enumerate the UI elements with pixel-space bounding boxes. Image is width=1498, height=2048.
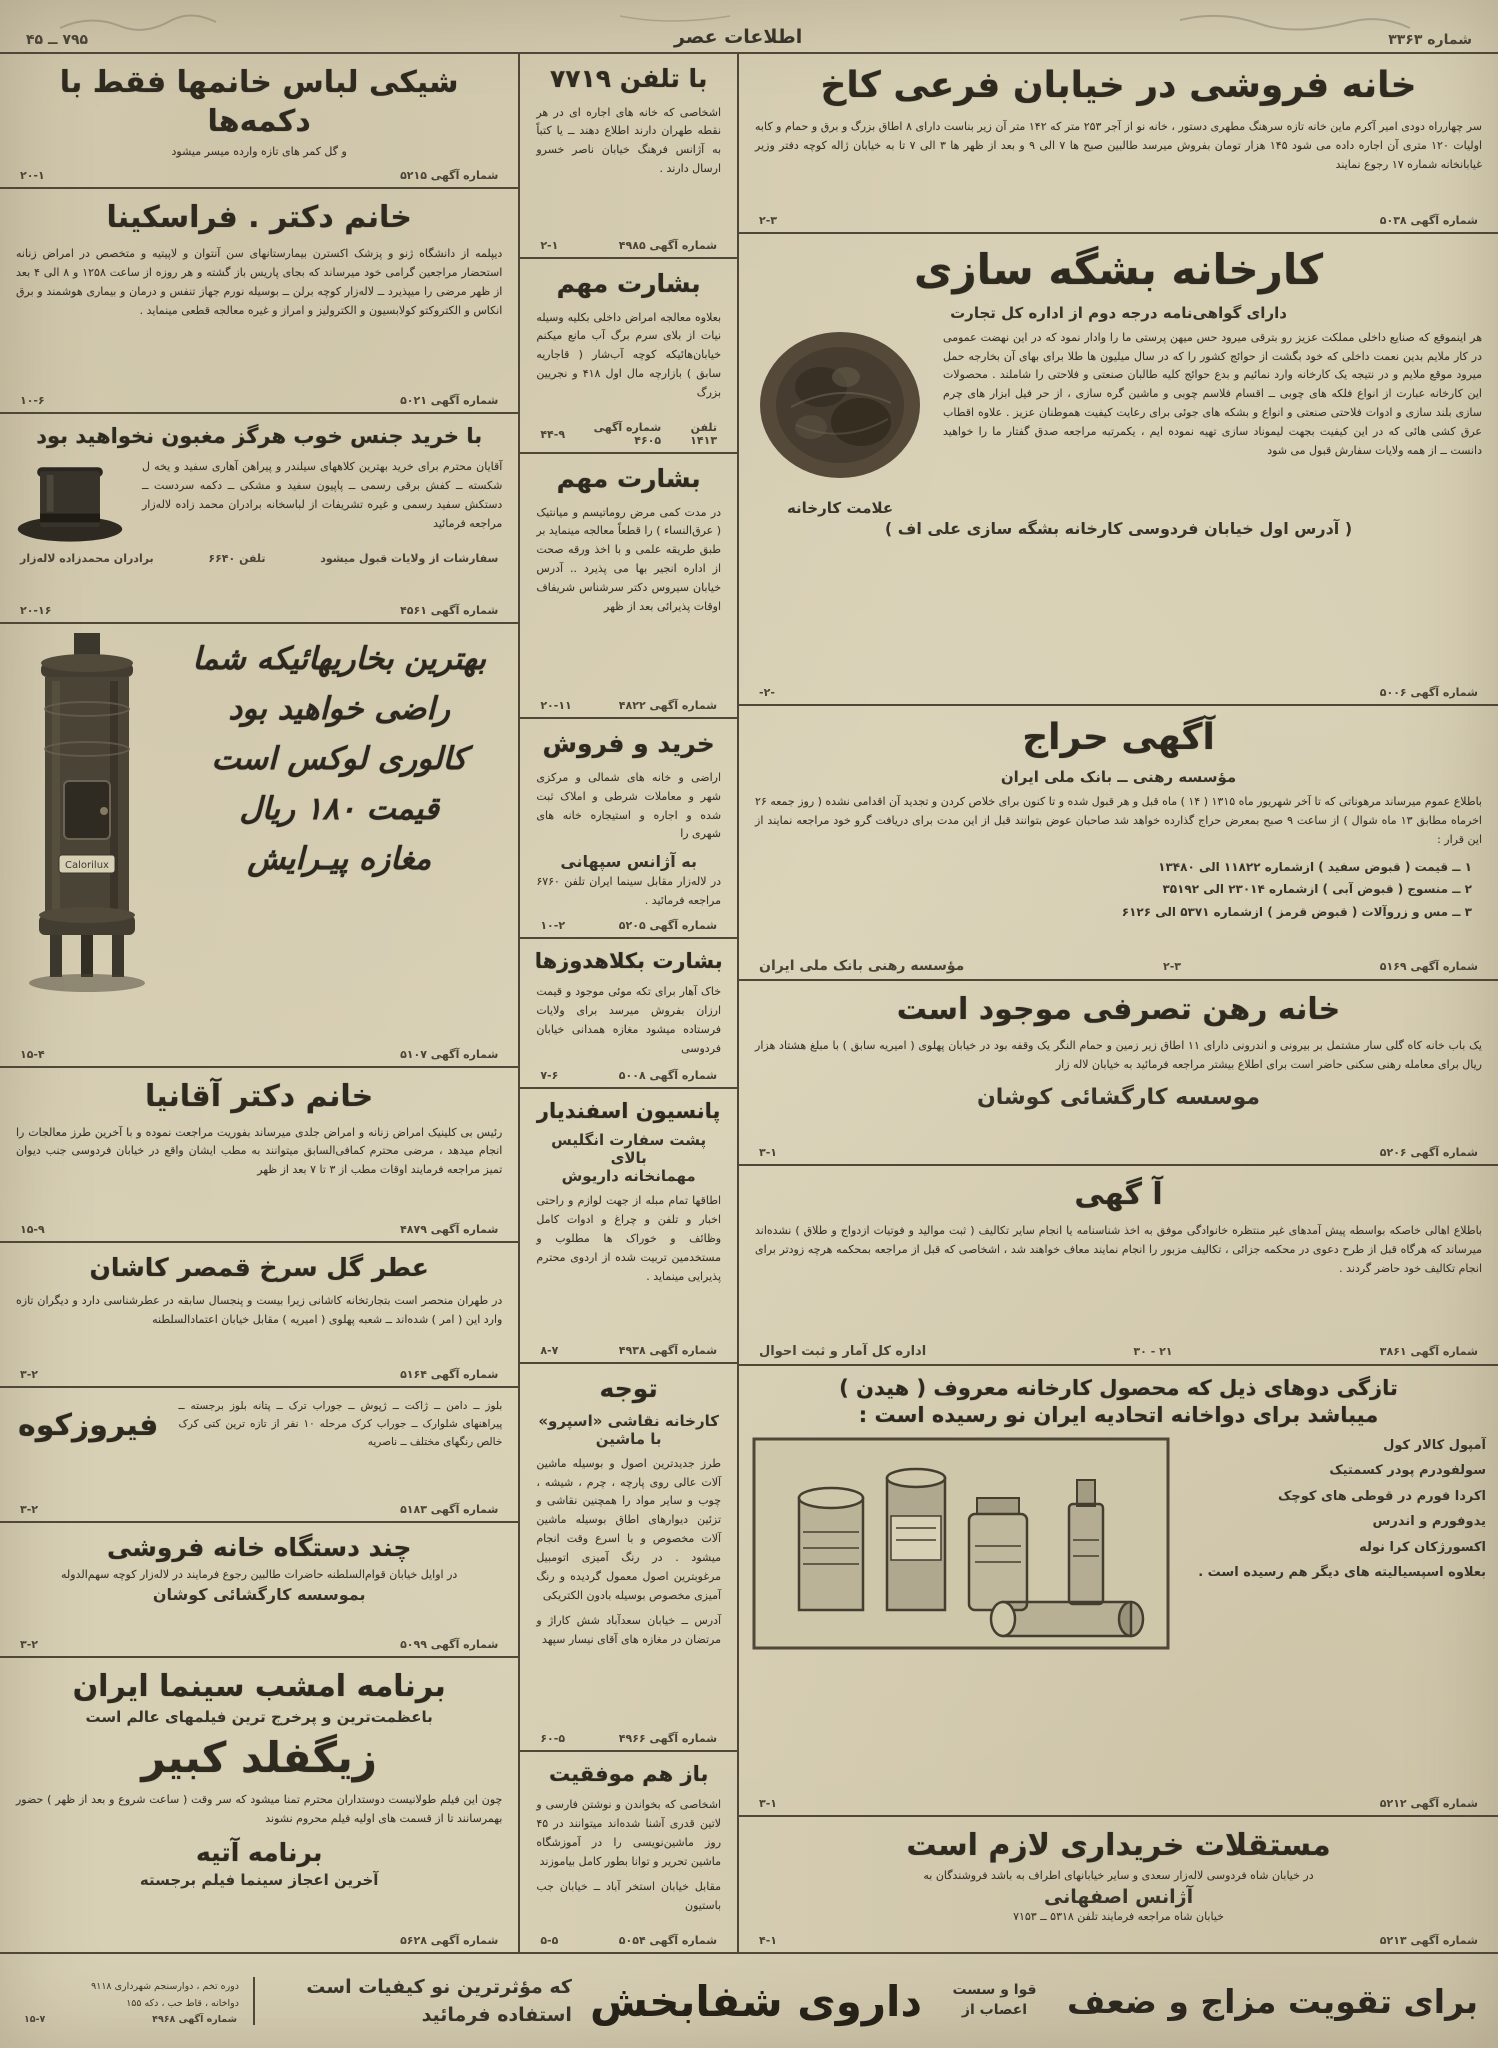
ad-cycle: ۳-۱	[759, 1797, 778, 1810]
ad-signature: بموسسه کارگشائی کوشان	[152, 1584, 366, 1604]
ad-headline: خانم دکتر آقانیا	[145, 1078, 374, 1114]
future-program-headline: برنامه آتیه	[195, 1837, 323, 1867]
ad-cycle: ۳-۲	[20, 1502, 38, 1516]
banner-text-4: که مؤثرترین نو کیفیات است استفاده فرمائید	[306, 1975, 572, 2026]
ad-signature: برادران محمدزاده لاله‌زار	[20, 552, 154, 566]
banner-text-1: برای تقویت مزاج و ضعف	[1067, 1981, 1478, 2021]
stove-ad-line: بهترین بخاریهائیکه شما	[192, 641, 486, 677]
stove-ad-line: راضی خواهید بود	[228, 691, 450, 727]
ad-body: باطلاع عموم میرساند مرهوناتی که تا آخر شهریور ماه ۱۳۱۵ ( ۱۴ ) ماه قبل و هر قبول شده و تا کنون برای خلاص کردن و تجدید آن اقدامی نشده ( روز جمعه ۲۶ اخرماه مطابق ۱۳ ماه شوال ) از ساعت ۹ صبح بمعرض حراج گذارده خواهد شد صاحبان عوض بتوانند قبل از این مدت برای دریافت گرو خود مراجعه نمایند از این قرار :	[755, 794, 1482, 846]
ad-footer	[751, 212, 1486, 227]
ad-headline: باز هم موفقیت	[549, 1762, 709, 1786]
ad-body: چون این فیلم طولانیست دوستداران محترم تمنا میشود که سر وقت ( ساعت شروع و بعد از ظهر ) حضور بهمرسانند تا از قسمت های اولیه فیلم محروم نشوند	[16, 1793, 503, 1826]
ad-headline: توجه	[599, 1374, 658, 1404]
ad-subheadline: کارخانه نقاشی «اسپرو» با ماشین	[538, 1411, 719, 1448]
top-hat-figure	[12, 456, 128, 548]
ad-number: شماره آگهی ۵۲۱۳	[1379, 1934, 1478, 1947]
ad-number: شماره آگهی ۵۲۱۲	[1379, 1797, 1478, 1810]
ad-cycle: ۱۵-۹	[20, 1222, 45, 1236]
auction-item: ۲ ــ منسوج ( قبوض آبی ) ازشماره ۲۳۰۱۴ الی ۳۵۱۹۲	[1162, 882, 1472, 897]
film-title: زیگفلد کبیر	[141, 1732, 377, 1782]
ad-ladies-buttons	[0, 54, 518, 189]
stove-ad-line: قیمت ۱۸۰ ریال	[239, 791, 439, 827]
ad-headline: بشارت بکلاهدوزها	[534, 949, 723, 974]
ad-body: هر اینموقع که صنایع داخلی مملکت عزیز رو بترقی میرود حس میهن پرستی ما را وادار نمود که در این نهضت عمومی در کار ملایم بدین نعمت داخلی که خود بگشت از حوائج کشور را که در سال میلیون ها طلا برای بهای آن بخارجه حمل میرود موقع ملایم و در نتیجه یک کارخانه وارد نمائیم و بدع حوائج کلیه طالبان صنعتی و فلاحتی را شاملند . محصولات این کارخانه عبارت از انواع فلکه های چوبی ــ اقسام فلاسم چوبی و ماشین گره سازی ، از حر فیل ابزار های چرم سازی بلند سازی و ادوات فلاحتی صنعتی و انواع و بشکه های جوئی برای رعایت کیفیت هموطنان عزیز . علاوه اقطاب عرق کشی هائی که در این کیفیت بجهت لیموناد سازی تهیه نموده ایم ، یکمرتبه مراجعه صدق گفتار ما را خواهید دانست ــ از همه ولایات سفارش قبول می شود	[943, 330, 1482, 458]
ad-mortgage-house	[739, 981, 1498, 1166]
product-item: اکردا فورم در قوطی های کوچک	[1278, 1488, 1486, 1504]
ad-cycle: ۲۰-۱۶	[20, 604, 52, 617]
ad-footer	[12, 1932, 506, 1947]
ad-calorilux-stove	[0, 624, 518, 1068]
ad-footer	[12, 1636, 506, 1651]
ad-note: سفارشات از ولایات قبول میشود	[320, 552, 499, 566]
stove-image	[12, 631, 162, 1003]
ad-real-estate-wanted	[739, 1817, 1498, 1952]
ad-subheadline: و گل کمر های تازه وارده میسر میشود	[171, 145, 347, 158]
ad-cycle: ۲-۳	[759, 214, 778, 227]
ad-body: باطلاع اهالی خاصکه بواسطه پیش آمدهای غیر منتظره خانوادگی موفق به اخذ شناسنامه یا انجام سایر تکالیف ( ثبت موالید و فوتیات ازدواج و طلاق ) نشده‌اند میرساند که هرگاه قبل از طرح دعوی در محکمه جزائی ، تکالیف مزبور را انجام نمایند معاف خواهند شد ، اشخاصی که قبل از مراجعه بمحکمه هرچه زودتر برای انجام تکالیف خود حاضر گردند .	[755, 1224, 1482, 1275]
ad-number: شماره آگهی ۴۹۶۸	[152, 2013, 237, 2025]
ad-barrel-factory	[739, 234, 1498, 706]
ad-number: شماره آگهی ۴۶۰۵	[593, 421, 662, 447]
ad-footer	[12, 167, 506, 182]
ad-house-sale-kakh	[739, 54, 1498, 234]
ad-body: در خیابان شاه فردوسی لاله‌زار سعدی و سایر خیابانهای اطراف به باشد فروشندگان به	[923, 1869, 1314, 1882]
column-right	[737, 54, 1498, 1952]
ad-cycle: ۴۴-۹	[540, 427, 566, 441]
ad-subheadline-2: مهمانخانه داریوش	[561, 1167, 696, 1186]
ad-headline: خرید و فروش	[542, 729, 715, 759]
ad-cinema-iran	[0, 1658, 518, 1952]
ad-body: اراضی و خانه های شمالی و مرکزی شهر و معاملات شرطی و املاک ثبت شده و اجاره و استیجاره خانه های شهری را	[536, 770, 722, 841]
ad-cycle: ۶۰-۵	[540, 1732, 566, 1745]
ad-cycle: ۳-۱	[759, 1146, 778, 1159]
ad-headline-line2: میباشد برای دواخانه اتحادیه ایران نو رسیده است :	[858, 1403, 1379, 1428]
ad-footer	[751, 1144, 1486, 1159]
ad-small-pharmacy	[20, 1977, 255, 2024]
ad-address: ( آدرس اول خیابان فردوسی کارخانه بشگه سازی علی اف )	[884, 518, 1353, 538]
ad-footer	[12, 1501, 506, 1516]
ad-hyden-pharmacy	[739, 1366, 1498, 1817]
ad-headline: شیکی لباس خانمها فقط با دکمه‌ها	[59, 65, 459, 139]
ad-contact-row	[12, 550, 506, 565]
ad-subheadline: باعظمت‌ترین و پرخرج ترین فیلمهای عالم است	[85, 1707, 433, 1726]
auction-item: ۱ ــ قیمت ( قبوض سفید ) ازشماره ۱۱۸۲۲ الی ۱۳۴۸۰	[1158, 859, 1472, 874]
ad-body: طرز جدیدترین اصول و بوسیله ماشین آلات عالی روی پارچه ، چرم ، شیشه ، چوب و سایر مواد را همچنین نقاشی و تزئین دیوارهای اطاق بوسیله ماشین آلات مخصوص و با اسرع وقت انجام میشود . در رنگ آمیزی اتومبیل مرغوبترین اصول معمول گردیده و رنگ آمیزی مخصوص بوسیله بادون الکتریکی	[536, 1456, 722, 1602]
issue-number: شماره ۳۳۶۳	[1388, 32, 1472, 48]
factory-stamp-image	[751, 327, 929, 495]
bottom-banner	[0, 1952, 1498, 2048]
auction-items	[751, 856, 1486, 924]
ad-body: اشخاصی که خانه های اجاره ای در هر نقطه طهران دارند اطلاع دهند ــ یا کتباً به آژانس فرهنگ خیابان ناصر خسرو ارسال دارند .	[536, 105, 722, 176]
ad-number: شماره آگهی ۵۱۸۳	[400, 1502, 499, 1516]
ad-auction-notice	[739, 706, 1498, 981]
ad-body: در طهران منحصر است بتجارتخانه کاشانی زیرا بیست و پنجسال سابقه در عطرشناسی دارد و دیگران تازه وارد این ( امر ) شده‌اند ــ شعبه پهلوی ( امیریه ) مقابل خیابان اعتمادالسلطنه	[16, 1294, 503, 1326]
ad-cycle: ۱۵-۴	[20, 1047, 45, 1061]
ad-agency-name: به آژانس سپهانی	[560, 852, 698, 872]
ad-number: شماره آگهی ۵۰۰۶	[1379, 686, 1478, 699]
ad-cycle: ۲۰-۱	[20, 169, 45, 182]
ad-number: شماره آگهی ۴۹۳۸	[618, 1344, 718, 1358]
ad-body: رئیس بی کلینیک امراض زنانه و امراض جلدی میرساند بفوریت مراجعت نموده و با آخرین طرز معالجات را انجام میدهد ، مرضی محترم کمافی‌السابق میتوانند به مطب ایشان واقع در خیابان فردوسی جنب دیوان تمیز مراجعه فرمایند اوقات مطب از ۳ تا ۷ بعد از ظهر	[16, 1125, 503, 1177]
ad-dr-aghania	[0, 1068, 518, 1243]
ad-esfandiar-pension	[520, 1089, 737, 1364]
ad-footer	[532, 917, 725, 932]
stove-ad-text	[172, 631, 506, 887]
column-middle	[518, 54, 737, 1952]
stove-figure	[12, 631, 162, 1003]
ad-civil-registry-notice	[739, 1166, 1498, 1366]
ad-footer	[22, 2012, 239, 2025]
banner-text-3: داروی شفابخش	[589, 1976, 922, 2026]
ad-footer	[532, 1932, 725, 1947]
ad-number: شماره آگهی ۵۱۰۷	[400, 1047, 499, 1061]
ad-number: شماره آگهی ۵۰۹۹	[400, 1637, 499, 1651]
ad-footer	[751, 1342, 1486, 1359]
main-columns	[0, 54, 1498, 1952]
ad-subheadline: مؤسسه رهنی ــ بانک ملی ایران	[1000, 767, 1237, 786]
ad-cycle: ۱۵-۷	[24, 2013, 46, 2025]
ad-headline: بشارت مهم	[556, 269, 701, 298]
ad-footer	[532, 697, 725, 712]
ad-cycle: ۲-۱	[540, 239, 559, 252]
ad-footer	[12, 392, 506, 407]
ad-signature: موسسه کارگشائی کوشان	[976, 1084, 1261, 1110]
newspaper-title: اطلاعات عصر	[674, 26, 803, 48]
ad-headline: فیروزکوه	[18, 1408, 159, 1444]
ad-footer	[12, 1366, 506, 1381]
ad-number: شماره آگهی ۵۱۶۴	[400, 1367, 499, 1381]
ad-dr-fraskina	[0, 189, 518, 414]
ad-number: شماره آگهی ۵۲۱۵	[400, 169, 499, 182]
auction-item: ۳ ــ مس و زروآلات ( قبوض قرمز ) ازشماره ۵۳۷۱ الی ۶۱۲۶	[1121, 905, 1472, 920]
ad-body-2: در لاله‌زار مقابل سینما ایران تلفن ۶۷۶۰ مراجعه فرمائید .	[536, 875, 722, 908]
ad-houses-for-sale	[0, 1523, 518, 1658]
ad-number: شماره آگهی ۵۶۲۸	[400, 1934, 499, 1947]
ad-address: آدرس ــ خیابان سعدآباد شش کاراژ و مرتضان در مغازه های آقای نیسار سپهد	[536, 1613, 722, 1646]
ad-telephone: تلفن ۶۶۴۰	[208, 552, 266, 566]
ad-footer	[12, 1046, 506, 1061]
ad-cycle: ۸-۷	[540, 1344, 559, 1358]
ad-good-tidings-1	[520, 259, 737, 454]
ad-cycle: ۵-۵	[540, 1934, 559, 1947]
ad-footer	[751, 1795, 1486, 1810]
ad-cycle: -۲-	[759, 686, 775, 699]
masthead	[0, 0, 1498, 54]
ad-headline: عطر گل سرخ قمصر کاشان	[89, 1252, 429, 1282]
ad-number: شماره آگهی ۴۹۸۵	[618, 239, 718, 252]
ad-footer	[751, 684, 1486, 699]
ad-cycle: ۷-۶	[540, 1069, 559, 1083]
ad-number: شماره آگهی ۵۲۰۶	[1379, 1146, 1478, 1159]
ad-headline: خانه رهن تصرفی موجود است	[896, 992, 1341, 1027]
product-item: آمپول کالار کول	[1383, 1437, 1486, 1453]
factory-stamp-caption: علامت کارخانه	[786, 498, 894, 517]
ad-footer	[532, 1342, 725, 1357]
ad-headline: پانسیون اسفندیار	[536, 1099, 721, 1124]
ad-number: شماره آگهی ۴۵۶۱	[400, 604, 499, 617]
ad-footer	[532, 1067, 725, 1082]
ad-footer	[751, 956, 1486, 974]
ad-number: شماره آگهی ۵۰۲۱	[400, 394, 499, 407]
medicine-products-image	[751, 1436, 1171, 1651]
ad-body-2: خیابان شاه مراجعه فرمایند تلفن ۵۳۱۸ ــ ۷۱۵۳	[1013, 1909, 1224, 1923]
product-item: یدوفورم و اندرس	[1372, 1514, 1486, 1530]
ad-headline: برنامه امشب سینما ایران	[72, 1668, 446, 1704]
ad-number: شماره آگهی ۵۰۰۸	[618, 1069, 718, 1083]
ad-body: اطاقها تمام مبله از جهت لوازم و راحتی اخبار و تلفن و چراغ و ادوات کامل وظائف و خوراک ها مطلوب و مستخدمین تربیت شده از اردوی محترم پذیرایی مینماید .	[536, 1194, 722, 1284]
product-list	[1181, 1436, 1486, 1583]
ad-footer	[532, 1730, 725, 1745]
ad-headline: با خرید جنس خوب هرگز مغبون نخواهید بود	[36, 424, 483, 448]
ad-body: یک باب خانه کاه گلی سار مشتمل بر بیرونی و اندرونی دارای ۱۱ اطاق زیر زمین و حمام النگر یک وقفه بود در خیابان پهلوی ( امیریه سابق ) با مبلغ هشتاد هزار ریال برای معامله رهنی سکنی حاضر است برای اطلاع بیشتر مراجعه فرمائید به خیابان لاله زار	[755, 1039, 1482, 1071]
product-item: بعلاوه اسپسیالیته های دیگر هم رسیده است .	[1198, 1565, 1486, 1581]
ad-attention-paint-factory	[520, 1364, 737, 1752]
ad-cycle: ۲-۳	[1163, 959, 1182, 973]
factory-stamp-figure	[751, 327, 929, 517]
future-program-subheadline: آخرین اعجاز سینما فیلم برجسته	[139, 1871, 379, 1890]
stove-ad-line: مغازه پیـرایش	[247, 841, 432, 877]
ad-subheadline: پشت سفارت انگلیس بالای	[551, 1131, 707, 1168]
ad-headline: خانم دکتر . فراسکینا	[106, 200, 412, 235]
ad-body: بعلاوه معالجه امراض داخلی بکلیه وسیله نیات از بلای سرم برگ آب مانع میکنم خیابان‌هائیکه کوچه آب‌شار ( قاجاریه سابق ) بازارچه مال اول ۴۱۸ و نجریین بزرگ	[536, 310, 722, 400]
ad-number: شماره آگهی ۴۸۲۲	[618, 699, 718, 713]
ad-body: بلوز ــ دامن ــ ژاکت ــ ژپوش ــ جوراب ترک ــ پتانه بلوز برجسته ــ پیراهنهای شلوارک ــ جوراب کرک مرحله ۱۰ نفر از تازه ترین کتی کرک خالص رنگهای مختلف ــ ناصریه	[178, 1399, 503, 1448]
ad-headline: آگهی حراج	[1022, 717, 1215, 758]
ad-cycle: ۱۰-۲	[540, 919, 566, 933]
ad-headline: با تلفن ۷۷۱۹	[550, 64, 708, 93]
stove-brand-label: Calorilux	[65, 860, 109, 871]
ad-footer	[532, 419, 725, 447]
ad-headline: مستقلات خریداری لازم است	[906, 1828, 1331, 1863]
ad-body-line: دوره تخم ، دوارسنجم شهرداری ۹۱۱۸	[91, 1981, 239, 1993]
ad-body: دیپلمه از دانشگاه ژنو و پزشک اکسترن بیمارستانهای سن آنتوان و لاپیتیه و متخصص در امراض زنانه استحضار مراجعین گرامی خود میرساند که بجای پاریس باز گشته و هر روزه از ساعت ۱۲۵۸ و ۸ الی ۴ بعد از ظهر مرضی را میپذیرد ــ لاله‌زار کوچه برلن ــ بوسیله نورم جهاز تنفس و درمان و بیماری هوشمند و برق انکاس و الکتروکتو کولابسیون و الکترولیز و امراز و غیره معالجه قطعی مینماید .	[16, 247, 503, 317]
ad-number: شماره آگهی ۳۸۶۱	[1379, 1345, 1478, 1358]
ad-telephone-7719	[520, 54, 737, 259]
ad-top-hat-store	[0, 414, 518, 624]
ad-cycle: ۴-۱	[759, 1934, 778, 1947]
ad-signature: آژانس اصفهانی	[1043, 1885, 1194, 1908]
ad-signature: اداره کل آمار و ثبت احوال	[759, 1344, 927, 1359]
products-figure	[751, 1436, 1171, 1651]
ad-number: شماره آگهی ۵۰۵۴	[618, 1934, 718, 1947]
ad-cycle: ۲۰-۱۱	[540, 699, 572, 713]
ad-telephone: تلفن ۱۴۱۳	[690, 421, 718, 447]
ad-headline: خانه فروشی در خیابان فرعی کاخ	[820, 65, 1417, 106]
ad-body-line: دواخانه ، قاط حب ، دکه ۱۵۵	[126, 1997, 239, 2009]
stove-ad-line: کالوری لوکس است	[211, 741, 467, 777]
ad-rose-perfume	[0, 1243, 518, 1388]
product-item: سولفودرم پودر کسمتیک	[1329, 1463, 1486, 1479]
ad-body: سر چهارراه دودی امیر آکرم ماین خانه تازه سرهنگ مطهری دستور ، خانه نو از آجر ۲۵۳ متر که ۱۴۲ متر آن زیر بناست دارای ۸ اطاق بزرگ و برق و حمام و کابه اولیات ۱۲۰ متری آن اجاره داده می شود ۱۴۵ هزار تومان بفروش میرسد طالبین صبح ها ۷ الی ۹ و بعد از ظهر ها ۳ الی ۷ تا به خیابان ژاله کوچه دفتر وزیر غیابانخانه شماره ۱۷ رجوع نمایند	[755, 119, 1482, 171]
banner-text-2: قوا و سست اعصاب از	[952, 1982, 1037, 2018]
ad-body: آقایان محترم برای خرید بهترین کلاههای سیلندر و پیراهن آهاری سفید و یخه ل شکسته ــ کفش برقی رسمی ــ پاپیون سفید و مشکی ــ دکمه سردست ــ دستکش سفید رسمی و غیره تشریفات از لباسخانه برادران محمد زاده لاله‌زار مراجعه فرمائید	[142, 460, 503, 531]
ad-headline: آ گهی	[1074, 1177, 1163, 1212]
ad-footer	[532, 237, 725, 252]
page-mark: ۷۹۵ ــ ۴۵	[26, 32, 89, 48]
ad-good-tidings-2	[520, 454, 737, 719]
ad-subheadline: دارای گواهی‌نامه درجه دوم از اداره کل تجارت	[950, 303, 1287, 322]
top-hat-image	[12, 456, 128, 548]
ad-hatmakers-tidings	[520, 939, 737, 1089]
ad-headline: کارخانه بشگه سازی	[913, 245, 1324, 294]
ad-footer	[12, 1221, 506, 1236]
ad-number: شماره آگهی ۴۸۷۹	[400, 1222, 499, 1236]
ad-headline: بشارت مهم	[556, 464, 701, 493]
ad-number: شماره آگهی ۵۰۳۸	[1379, 214, 1478, 227]
ad-body: در مدت کمی مرض روماتیسم و میانتیک ( عرق‌النساء ) را قطعاً معالجه مینماید بر طبق طریقه علمی و با اخذ ورقه صحت از اداره انجیر بها می پذیرد .. آدرس خیابان سیروس دکتر سرشناس شریفاف اوقات پذیرائی بعد از ظهر	[536, 505, 722, 614]
ad-signature: مؤسسه رهنی بانک ملی ایران	[759, 958, 965, 974]
ad-cycle: ۳-۲	[20, 1637, 38, 1651]
ad-body: خاک آهار برای تکه موئی موجود و قیمت ارزان بفروش میرسد برای ولایات فرستاده میشود مغازه همدانی خیابان فردوسی	[536, 985, 722, 1056]
product-item: اکسورژکان کرا نوله	[1359, 1539, 1486, 1555]
ad-number: شماره آگهی ۵۱۶۹	[1379, 959, 1478, 973]
ad-body: اشخاصی که بخواندن و نوشتن فارسی و لاتین قدری آشنا شده‌اند میتوانند در ۴۵ روز ماشین‌نویسی را در آموزشگاه ماشین تحریر و توانا بطور کامل بیاموزند	[536, 1798, 722, 1869]
column-left	[0, 54, 518, 1952]
ad-cycle: ۱۰-۶	[20, 394, 45, 407]
ad-headline: تازگی دوهای ذیل که محصول کارخانه معروف ( هیدن )	[839, 1376, 1398, 1400]
ad-firuzkuh	[0, 1388, 518, 1523]
ad-buy-sell	[520, 719, 737, 939]
ad-number: شماره آگهی ۵۲۰۵	[618, 919, 718, 933]
ad-headline: چند دستگاه خانه فروشی	[106, 1532, 412, 1562]
ad-footer	[12, 602, 506, 617]
ad-address: مقابل خیابان استخر آباد ــ خیابان جب باستیون	[536, 1879, 722, 1912]
ad-success-again	[520, 1752, 737, 1952]
ad-cycle: ۲۱ - ۳۰	[1133, 1345, 1173, 1358]
ad-footer	[751, 1932, 1486, 1947]
ad-body: در اوایل خیابان قوام‌السلطنه حاضرات طالبین رجوع فرمایند در لاله‌زار کوچه سهم‌الدوله	[61, 1568, 458, 1582]
ad-number: شماره آگهی ۴۹۶۶	[618, 1732, 718, 1745]
ad-cycle: ۳-۲	[20, 1367, 38, 1381]
